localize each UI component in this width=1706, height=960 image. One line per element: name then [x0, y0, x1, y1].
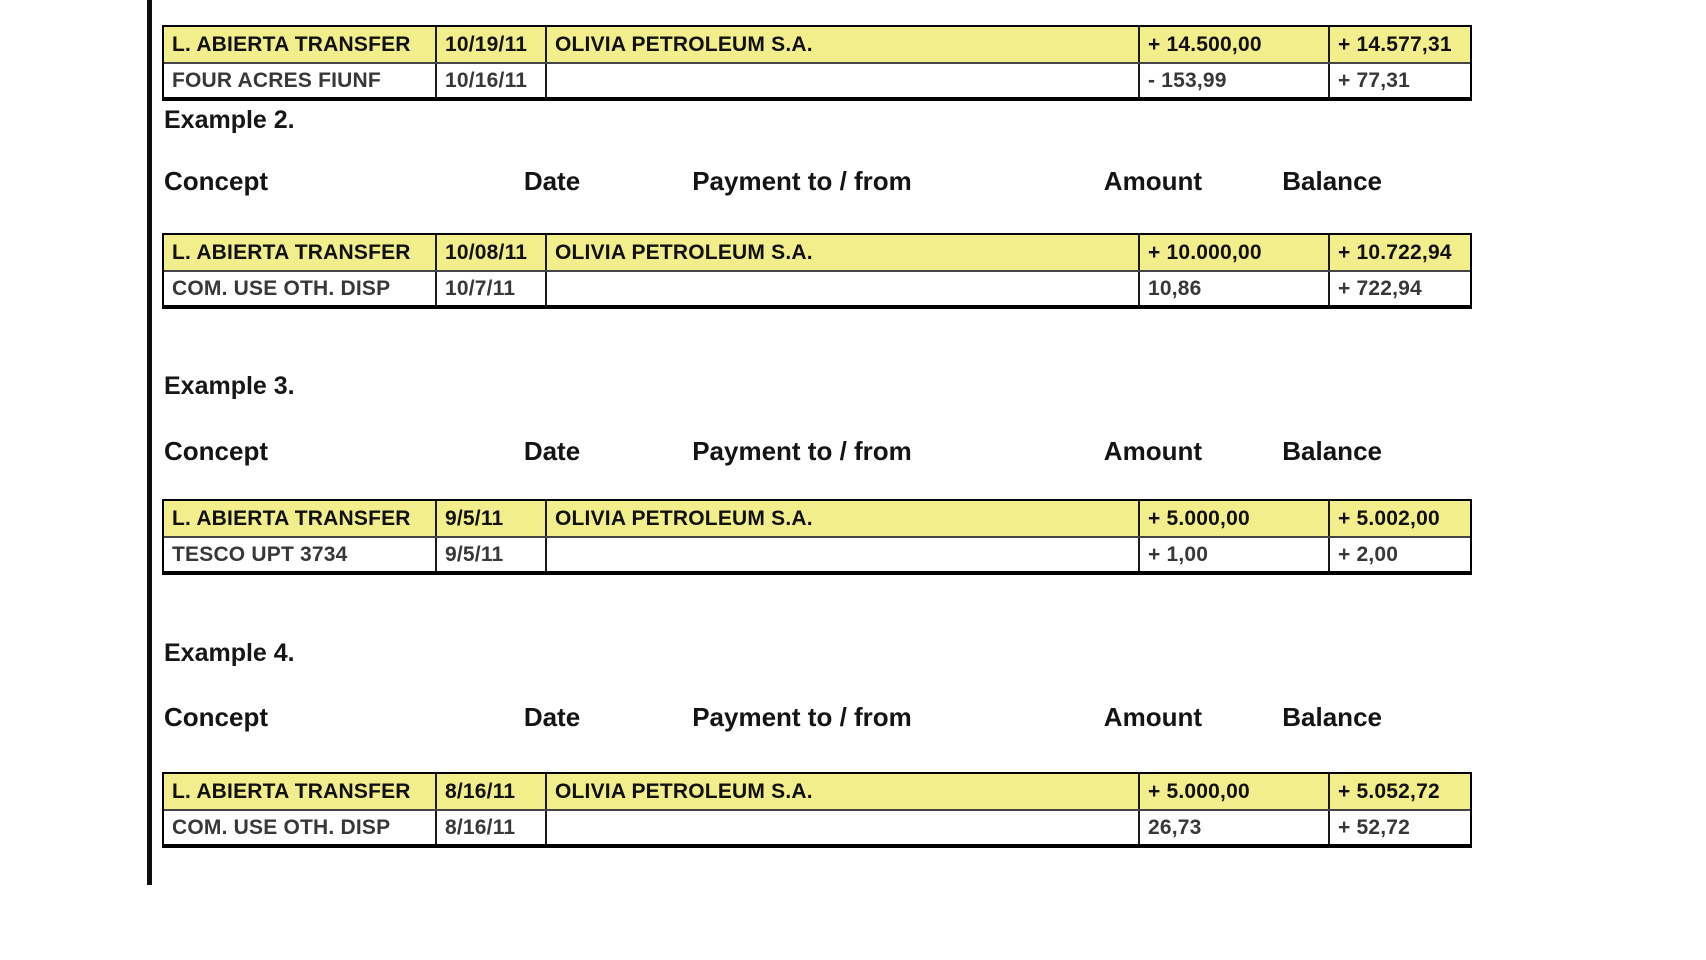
column-header-row — [162, 702, 1472, 734]
column-header-concept: Concept — [164, 436, 268, 466]
concept-cell: FOUR ACRES FIUNF — [164, 64, 437, 97]
date-cell: 10/19/11 — [437, 27, 547, 62]
concept-cell: COM. USE OTH. DISP — [164, 811, 437, 844]
date-cell: 10/16/11 — [437, 64, 547, 97]
amount-cell: + 14.500,00 — [1140, 27, 1330, 62]
transactions-table-top — [162, 25, 1472, 101]
column-header-payment: Payment to / from — [692, 702, 912, 732]
column-header-amount: Amount — [1103, 702, 1202, 732]
table-row — [164, 62, 1470, 97]
date-cell: 9/5/11 — [437, 501, 547, 536]
section-heading: Example 3. — [164, 372, 295, 400]
page-border-line — [147, 0, 152, 885]
date-cell: 9/5/11 — [437, 538, 547, 571]
concept-cell: COM. USE OTH. DISP — [164, 272, 437, 305]
payment-cell: OLIVIA PETROLEUM S.A. — [547, 774, 1140, 809]
table-row — [164, 270, 1470, 305]
table-row — [164, 235, 1470, 270]
balance-cell: + 14.577,31 — [1338, 32, 1452, 56]
payment-cell: OLIVIA PETROLEUM S.A. — [547, 501, 1140, 536]
balance-cell: + 722,94 — [1338, 276, 1422, 300]
section-heading: Example 4. — [164, 639, 295, 667]
column-header-date: Date — [523, 702, 581, 732]
balance-cell: + 5.002,00 — [1338, 506, 1440, 530]
column-header-payment: Payment to / from — [692, 436, 912, 466]
amount-cell: + 10.000,00 — [1140, 235, 1330, 270]
table-row — [164, 809, 1470, 844]
payment-cell — [547, 811, 1140, 844]
amount-cell: + 5.000,00 — [1140, 774, 1330, 809]
date-cell: 8/16/11 — [437, 774, 547, 809]
column-header-concept: Concept — [164, 702, 268, 732]
balance-cell: + 2,00 — [1338, 542, 1399, 566]
column-header-payment: Payment to / from — [692, 166, 912, 196]
table-row — [164, 774, 1470, 809]
date-cell: 10/7/11 — [437, 272, 547, 305]
column-header-row — [162, 436, 1472, 468]
balance-cell: + 10.722,94 — [1338, 240, 1452, 264]
payment-cell — [547, 538, 1140, 571]
transactions-table-example3 — [162, 499, 1472, 575]
column-header-amount: Amount — [1103, 166, 1202, 196]
amount-cell: 10,86 — [1140, 272, 1330, 305]
amount-cell: + 5.000,00 — [1140, 501, 1330, 536]
table-row — [164, 536, 1470, 571]
section-heading: Example 2. — [164, 106, 295, 134]
date-cell: 8/16/11 — [437, 811, 547, 844]
transactions-table-example2 — [162, 233, 1472, 309]
balance-cell: + 52,72 — [1338, 815, 1411, 839]
balance-cell: + 5.052,72 — [1338, 779, 1440, 803]
payment-cell — [547, 64, 1140, 97]
amount-cell: 26,73 — [1140, 811, 1330, 844]
column-header-balance: Balance — [1282, 436, 1382, 466]
concept-cell: L. ABIERTA TRANSFER — [164, 235, 437, 270]
concept-cell: L. ABIERTA TRANSFER — [164, 774, 437, 809]
column-header-date: Date — [523, 436, 581, 466]
amount-cell: + 1,00 — [1140, 538, 1330, 571]
concept-cell: L. ABIERTA TRANSFER — [164, 27, 437, 62]
concept-cell: TESCO UPT 3734 — [164, 538, 437, 571]
table-row — [164, 501, 1470, 536]
table-row — [164, 27, 1470, 62]
balance-cell: + 77,31 — [1338, 68, 1411, 92]
amount-cell: - 153,99 — [1140, 64, 1330, 97]
column-header-balance: Balance — [1282, 166, 1382, 196]
column-header-balance: Balance — [1282, 702, 1382, 732]
column-header-concept: Concept — [164, 166, 268, 196]
column-header-row — [162, 166, 1472, 198]
date-cell: 10/08/11 — [437, 235, 547, 270]
payment-cell: OLIVIA PETROLEUM S.A. — [547, 27, 1140, 62]
column-header-amount: Amount — [1103, 436, 1202, 466]
payment-cell — [547, 272, 1140, 305]
concept-cell: L. ABIERTA TRANSFER — [164, 501, 437, 536]
column-header-date: Date — [523, 166, 581, 196]
transactions-table-example4 — [162, 772, 1472, 848]
payment-cell: OLIVIA PETROLEUM S.A. — [547, 235, 1140, 270]
